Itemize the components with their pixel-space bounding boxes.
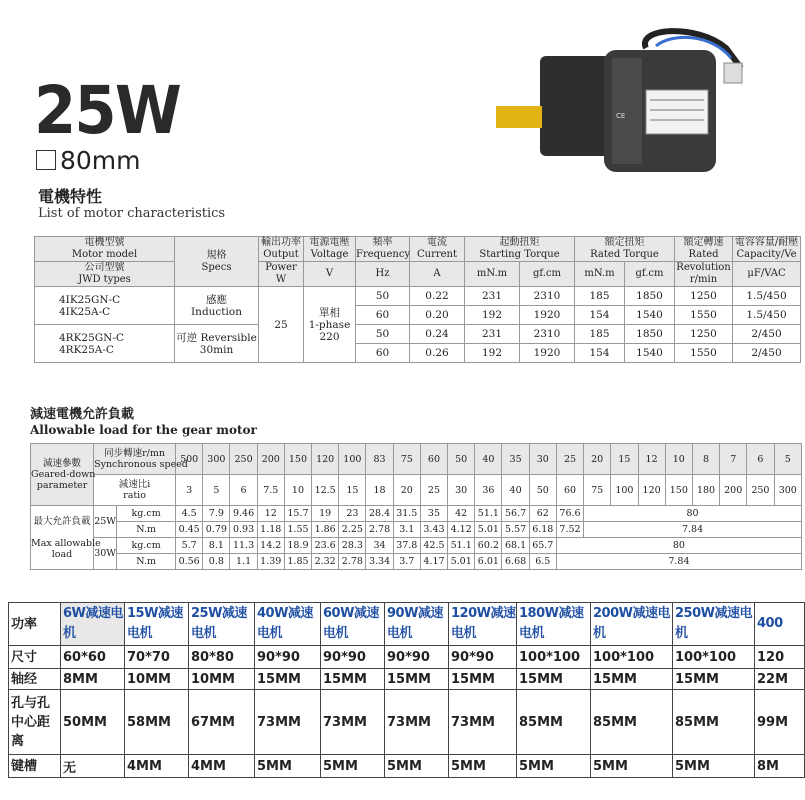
table-row <box>31 444 802 475</box>
spec-cell: 10MM <box>125 669 189 690</box>
load-cell: 0.79 <box>203 522 230 538</box>
speed-cell: 5 <box>774 444 801 475</box>
ratio-cell: 150 <box>665 475 692 506</box>
load-cell: 1.55 <box>284 522 311 538</box>
spec-cell: 90*90 <box>255 646 321 669</box>
load-cell: 11.3 <box>230 538 257 554</box>
ratio-cell: 36 <box>475 475 502 506</box>
table-row <box>31 538 802 554</box>
table-row <box>9 646 805 669</box>
speed-cell: 6 <box>747 444 774 475</box>
spec-cell: 200W减速电机 <box>591 603 673 646</box>
speed-cell: 30 <box>529 444 556 475</box>
spec-cell: 50MM <box>61 690 125 755</box>
output-value: 25 <box>259 287 304 363</box>
load-cell: 14.2 <box>257 538 284 554</box>
load-cell: 4.5 <box>176 506 203 522</box>
gear-motor-size-table <box>8 602 805 778</box>
load-cell: 5.01 <box>448 554 475 570</box>
h-spec: 規格 Specs <box>175 237 259 287</box>
load-cell: 4.12 <box>448 522 475 538</box>
spec-cell: 15MM <box>321 669 385 690</box>
model-group-1: 4IK25GN-C 4IK25A-C <box>35 287 175 325</box>
ratio-cell: 100 <box>611 475 638 506</box>
spec-cell: 120W减速电机 <box>449 603 517 646</box>
ratio-cell: 20 <box>393 475 420 506</box>
ratio-cell: 25 <box>420 475 447 506</box>
spec-cell: 400 <box>755 603 805 646</box>
spec-cell: 90*90 <box>321 646 385 669</box>
load-cell: 2.25 <box>339 522 366 538</box>
speed-cell: 60 <box>420 444 447 475</box>
load-cell: 8.1 <box>203 538 230 554</box>
ratio-cell: 50 <box>529 475 556 506</box>
spec-cell: 73MM <box>385 690 449 755</box>
spec-cell: 4MM <box>189 755 255 778</box>
load-cell: 3.7 <box>393 554 420 570</box>
spec-cell: 5MM <box>591 755 673 778</box>
max-load-label: 最大允許負載 Max allowable load <box>31 506 94 570</box>
row-label: 键槽 <box>9 755 61 778</box>
power-cell: 30W <box>94 538 117 570</box>
h-rated: 額定扭矩 Rated Torque <box>575 237 675 262</box>
load-cell: 51.1 <box>448 538 475 554</box>
sync-label: 同步轉速r/mn Synchronous speed <box>94 444 176 475</box>
ratio-cell: 30 <box>448 475 475 506</box>
spec-cell: 85MM <box>673 690 755 755</box>
spec-cell: 15MM <box>255 669 321 690</box>
spec-cell: 5MM <box>449 755 517 778</box>
h-speed: 額定轉速 Rated <box>675 237 733 262</box>
speed-cell: 120 <box>312 444 339 475</box>
load-cell: 65.7 <box>529 538 556 554</box>
load-cell: 6.18 <box>529 522 556 538</box>
ratio-cell: 300 <box>774 475 801 506</box>
ratio-cell: 3 <box>176 475 203 506</box>
load-cell: 1.86 <box>312 522 339 538</box>
load-cell: 7.52 <box>556 522 583 538</box>
ratio-cell: 40 <box>502 475 529 506</box>
ratio-cell: 180 <box>692 475 719 506</box>
load-cell: 6.5 <box>529 554 556 570</box>
load-cell: 15.7 <box>284 506 311 522</box>
spec-cell: 58MM <box>125 690 189 755</box>
spec-cell: 85MM <box>591 690 673 755</box>
spec-cell: 5MM <box>517 755 591 778</box>
section2-title-zh: 減速電機允許負載 <box>30 407 135 422</box>
spec-cell: 60*60 <box>61 646 125 669</box>
ratio-cell: 5 <box>203 475 230 506</box>
spec-cell: 67MM <box>189 690 255 755</box>
spec-cell: 180W减速电机 <box>517 603 591 646</box>
speed-cell: 75 <box>393 444 420 475</box>
ratio-cell: 12.5 <box>312 475 339 506</box>
spec-cell: 90*90 <box>449 646 517 669</box>
spec-cell: 73MM <box>321 690 385 755</box>
ratio-cell: 200 <box>720 475 747 506</box>
allowable-load-table <box>30 443 802 570</box>
speed-cell: 12 <box>638 444 665 475</box>
table-row <box>31 522 802 538</box>
load-cell-rest: 80 <box>584 506 802 522</box>
load-cell: 5.57 <box>502 522 529 538</box>
spec-cell: 90*90 <box>385 646 449 669</box>
load-cell: 2.32 <box>312 554 339 570</box>
load-cell: 0.56 <box>176 554 203 570</box>
spec-cell: 250W减速电机 <box>673 603 755 646</box>
row-label: 孔与孔中心距离 <box>9 690 61 755</box>
speed-cell: 300 <box>203 444 230 475</box>
h-start: 起動扭矩 Starting Torque <box>465 237 575 262</box>
load-cell: 1.85 <box>284 554 311 570</box>
model-group-2: 4RK25GN-C 4RK25A-C <box>35 325 175 363</box>
spec-2: 可逆 Reversible 30min <box>175 325 259 363</box>
ratio-cell: 18 <box>366 475 393 506</box>
spec-cell: 85MM <box>517 690 591 755</box>
speed-cell: 7 <box>720 444 747 475</box>
load-cell: 5.01 <box>475 522 502 538</box>
ratio-cell: 6 <box>230 475 257 506</box>
load-cell: 23 <box>339 506 366 522</box>
spec-cell: 8M <box>755 755 805 778</box>
load-cell: 7.9 <box>203 506 230 522</box>
spec-cell: 60W减速电机 <box>321 603 385 646</box>
spec-cell: 5MM <box>255 755 321 778</box>
load-cell: 42.5 <box>420 538 447 554</box>
h-cur: 電流 Current <box>410 237 465 262</box>
spec-cell: 15MM <box>591 669 673 690</box>
spec-1: 感應 Induction <box>175 287 259 325</box>
load-cell: 35 <box>420 506 447 522</box>
speed-cell: 8 <box>692 444 719 475</box>
square-frame-icon <box>36 150 56 170</box>
load-cell: 60.2 <box>475 538 502 554</box>
speed-cell: 83 <box>366 444 393 475</box>
table-row <box>31 475 802 506</box>
row-label: 功率 <box>9 603 61 646</box>
load-cell-rest: 7.84 <box>556 554 801 570</box>
load-cell: 34 <box>366 538 393 554</box>
load-cell: 6.01 <box>475 554 502 570</box>
ratio-label: 減速比i ratio <box>94 475 176 506</box>
speed-cell: 50 <box>448 444 475 475</box>
section1-title-zh: 電機特性 <box>38 187 103 206</box>
speed-cell: 150 <box>284 444 311 475</box>
frame-size: 80mm <box>60 146 141 175</box>
load-cell: 4.17 <box>420 554 447 570</box>
spec-cell: 73MM <box>255 690 321 755</box>
load-cell: 0.8 <box>203 554 230 570</box>
section1-title-en: List of motor characteristics <box>38 206 226 221</box>
spec-cell: 70*70 <box>125 646 189 669</box>
ratio-cell: 15 <box>339 475 366 506</box>
speed-cell: 200 <box>257 444 284 475</box>
load-cell: 9.46 <box>230 506 257 522</box>
param-label: 減速參數 Geared-down parameter <box>31 444 94 506</box>
load-cell: 62 <box>529 506 556 522</box>
unit-cell: N.m <box>117 522 176 538</box>
spec-cell: 无 <box>61 755 125 778</box>
unit-cell: N.m <box>117 554 176 570</box>
spec-cell: 5MM <box>385 755 449 778</box>
spec-cell: 100*100 <box>517 646 591 669</box>
power-cell: 25W <box>94 506 117 538</box>
load-cell: 2.78 <box>366 522 393 538</box>
spec-cell: 100*100 <box>591 646 673 669</box>
unit-cell: kg.cm <box>117 506 176 522</box>
load-cell: 1.18 <box>257 522 284 538</box>
h-model: 電機型號 Motor model <box>35 237 175 262</box>
ratio-cell: 250 <box>747 475 774 506</box>
ratio-cell: 75 <box>584 475 611 506</box>
spec-cell: 100*100 <box>673 646 755 669</box>
load-cell-rest: 80 <box>556 538 801 554</box>
spec-cell: 40W减速电机 <box>255 603 321 646</box>
load-cell: 51.1 <box>475 506 502 522</box>
section2-title-en: Allowable load for the gear motor <box>30 423 257 437</box>
spec-cell: 80*80 <box>189 646 255 669</box>
power-heading: 25W <box>34 72 180 149</box>
spec-cell: 15MM <box>517 669 591 690</box>
spec-cell: 8MM <box>61 669 125 690</box>
load-cell: 0.93 <box>230 522 257 538</box>
load-cell-rest: 7.84 <box>584 522 802 538</box>
spec-cell: 4MM <box>125 755 189 778</box>
load-cell: 28.3 <box>339 538 366 554</box>
spec-cell: 99M <box>755 690 805 755</box>
spec-cell: 15MM <box>673 669 755 690</box>
h-cap: 電容容量/耐壓 Capacity/Ve <box>733 237 801 262</box>
load-cell: 1.1 <box>230 554 257 570</box>
ratio-cell: 120 <box>638 475 665 506</box>
speed-cell: 20 <box>584 444 611 475</box>
load-cell: 19 <box>312 506 339 522</box>
h-out: 輸出功率 Output <box>259 237 304 262</box>
motor-image <box>496 28 746 180</box>
table-row <box>9 755 805 778</box>
spec-cell: 120 <box>755 646 805 669</box>
load-cell: 5.7 <box>176 538 203 554</box>
spec-cell: 73MM <box>449 690 517 755</box>
load-cell: 68.1 <box>502 538 529 554</box>
spec-cell: 5MM <box>673 755 755 778</box>
speed-cell: 500 <box>176 444 203 475</box>
speed-cell: 100 <box>339 444 366 475</box>
load-cell: 37.8 <box>393 538 420 554</box>
spec-cell: 6W减速电机 <box>61 603 125 646</box>
h-volt: 電源電壓 Voltage <box>304 237 356 262</box>
row-label: 尺寸 <box>9 646 61 669</box>
spec-cell: 15MM <box>385 669 449 690</box>
spec-cell: 90W减速电机 <box>385 603 449 646</box>
table-row <box>9 690 805 755</box>
speed-cell: 35 <box>502 444 529 475</box>
load-cell: 1.39 <box>257 554 284 570</box>
load-cell: 23.6 <box>312 538 339 554</box>
load-cell: 12 <box>257 506 284 522</box>
spec-cell: 15W减速电机 <box>125 603 189 646</box>
load-cell: 3.34 <box>366 554 393 570</box>
table-row <box>9 669 805 690</box>
table-row <box>31 554 802 570</box>
load-cell: 31.5 <box>393 506 420 522</box>
ratio-cell: 10 <box>284 475 311 506</box>
unit-cell: kg.cm <box>117 538 176 554</box>
h-company: 公司型號 JWD types <box>35 262 175 287</box>
load-cell: 56.7 <box>502 506 529 522</box>
spec-cell: 25W减速电机 <box>189 603 255 646</box>
ratio-cell: 60 <box>556 475 583 506</box>
load-cell: 18.9 <box>284 538 311 554</box>
table-row <box>31 506 802 522</box>
load-cell: 0.45 <box>176 522 203 538</box>
speed-cell: 10 <box>665 444 692 475</box>
ce-mark: CE <box>616 112 626 120</box>
speed-cell: 25 <box>556 444 583 475</box>
load-cell: 3.1 <box>393 522 420 538</box>
table-row <box>9 603 805 646</box>
load-cell: 6.68 <box>502 554 529 570</box>
speed-cell: 40 <box>475 444 502 475</box>
spec-cell: 15MM <box>449 669 517 690</box>
voltage-value: 單相 1-phase 220 <box>304 287 356 363</box>
load-cell: 3.43 <box>420 522 447 538</box>
load-cell: 2.78 <box>339 554 366 570</box>
spec-cell: 10MM <box>189 669 255 690</box>
spec-cell: 22M <box>755 669 805 690</box>
spec-cell: 5MM <box>321 755 385 778</box>
h-freq: 頻率 Frequency <box>356 237 411 260</box>
load-cell: 28.4 <box>366 506 393 522</box>
ratio-cell: 7.5 <box>257 475 284 506</box>
speed-cell: 15 <box>611 444 638 475</box>
row-label: 轴经 <box>9 669 61 690</box>
speed-cell: 250 <box>230 444 257 475</box>
motor-characteristics-table: 電機型號 Motor model 規格 Specs 輸出功率 Output 電源電壓 Voltage 頻率 Frequency 電流 Current 起動扭矩 Starting Torque 額定扭矩 Rated Torque 額定轉速 Rated 電容容量/耐壓 Capacity/Ve 公司型號 JWD types Power W V Hz A mN.m gf.cm mN.m gf.cm Revolution r/min μF/VAC 4IK25GN-C 4IK25A-C 感應 Induction 25 單相 1-phase 220 50 0.22 231 2310 185 1850 1250 1.5/450 60 0.20 192 1920 154 1540 1550 1.5/450 4RK25GN-C 4RK25A-C 可逆 Reversible 30min 50 0.24 231 2310 185 1850 1250 2/450 60 0.26 192 1920 154 1540 1550 2/450 <box>34 236 801 363</box>
load-cell: 42 <box>448 506 475 522</box>
load-cell: 76.6 <box>556 506 583 522</box>
